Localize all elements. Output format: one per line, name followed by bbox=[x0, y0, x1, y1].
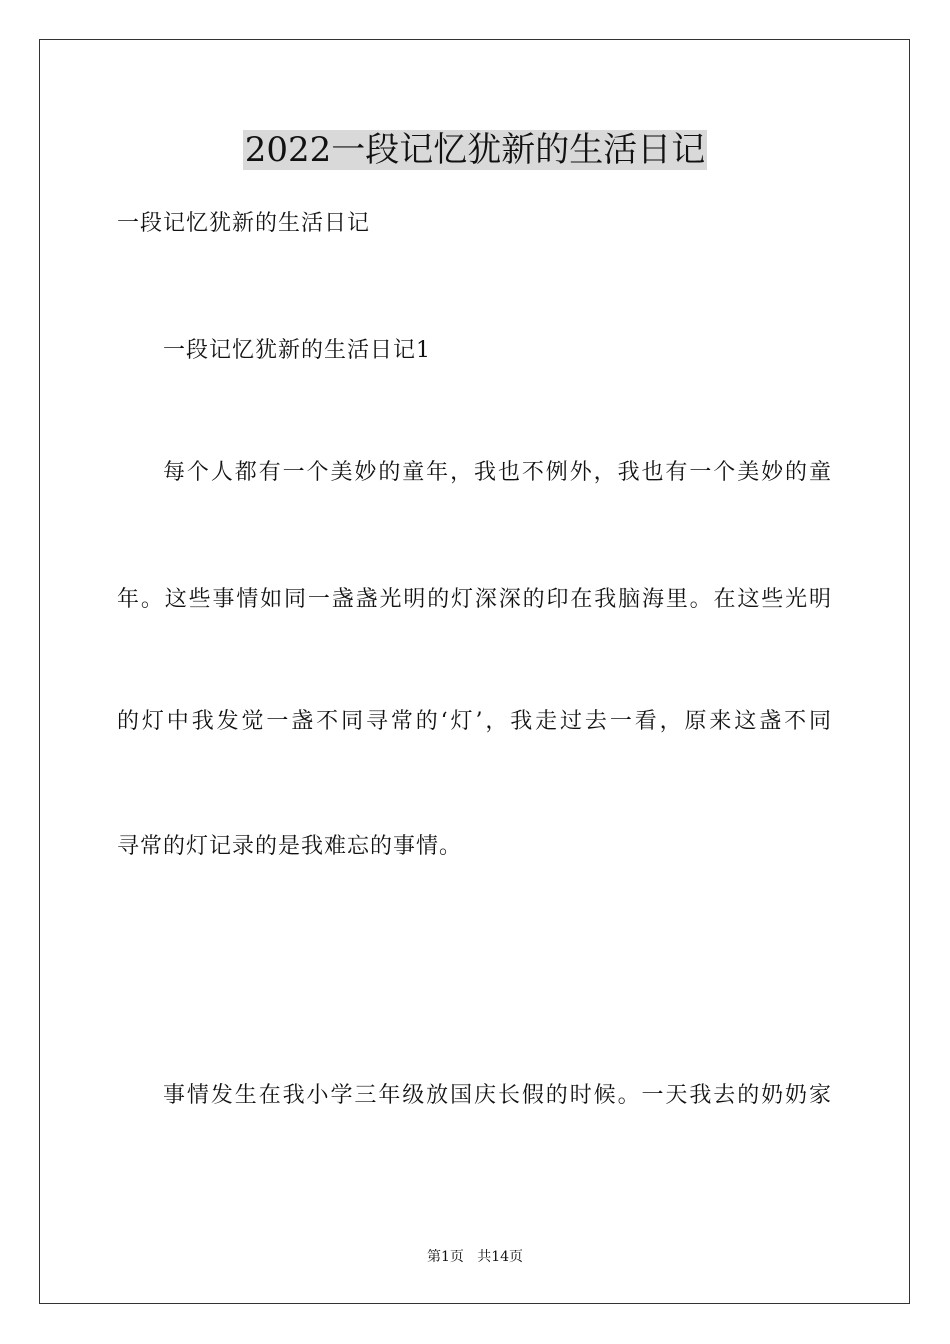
paragraph-1-line-2: 年。这些事情如同一盏盏光明的灯深深的印在我脑海里。在这些光明 bbox=[117, 587, 831, 612]
paragraph-2-line-1: 事情发生在我小学三年级放国庆长假的时候。一天我去的奶奶家 bbox=[163, 1083, 831, 1108]
section-heading: 一段记忆犹新的生活日记1 bbox=[163, 338, 431, 363]
paragraph-1-line-4: 寻常的灯记录的是我难忘的事情。 bbox=[117, 834, 463, 859]
paragraph-1-line-1: 每个人都有一个美妙的童年，我也不例外，我也有一个美妙的童 bbox=[163, 460, 831, 485]
page-number-footer: 第1页 共14页 bbox=[426, 1249, 524, 1265]
document-title bbox=[0, 126, 950, 174]
document-title-text: 2022一段记忆犹新的生活日记 bbox=[244, 130, 706, 170]
document-subtitle: 一段记忆犹新的生活日记 bbox=[117, 211, 371, 236]
paragraph-1-line-3: 的灯中我发觉一盏不同寻常的‘灯’，我走过去一看，原来这盏不同 bbox=[117, 709, 831, 734]
